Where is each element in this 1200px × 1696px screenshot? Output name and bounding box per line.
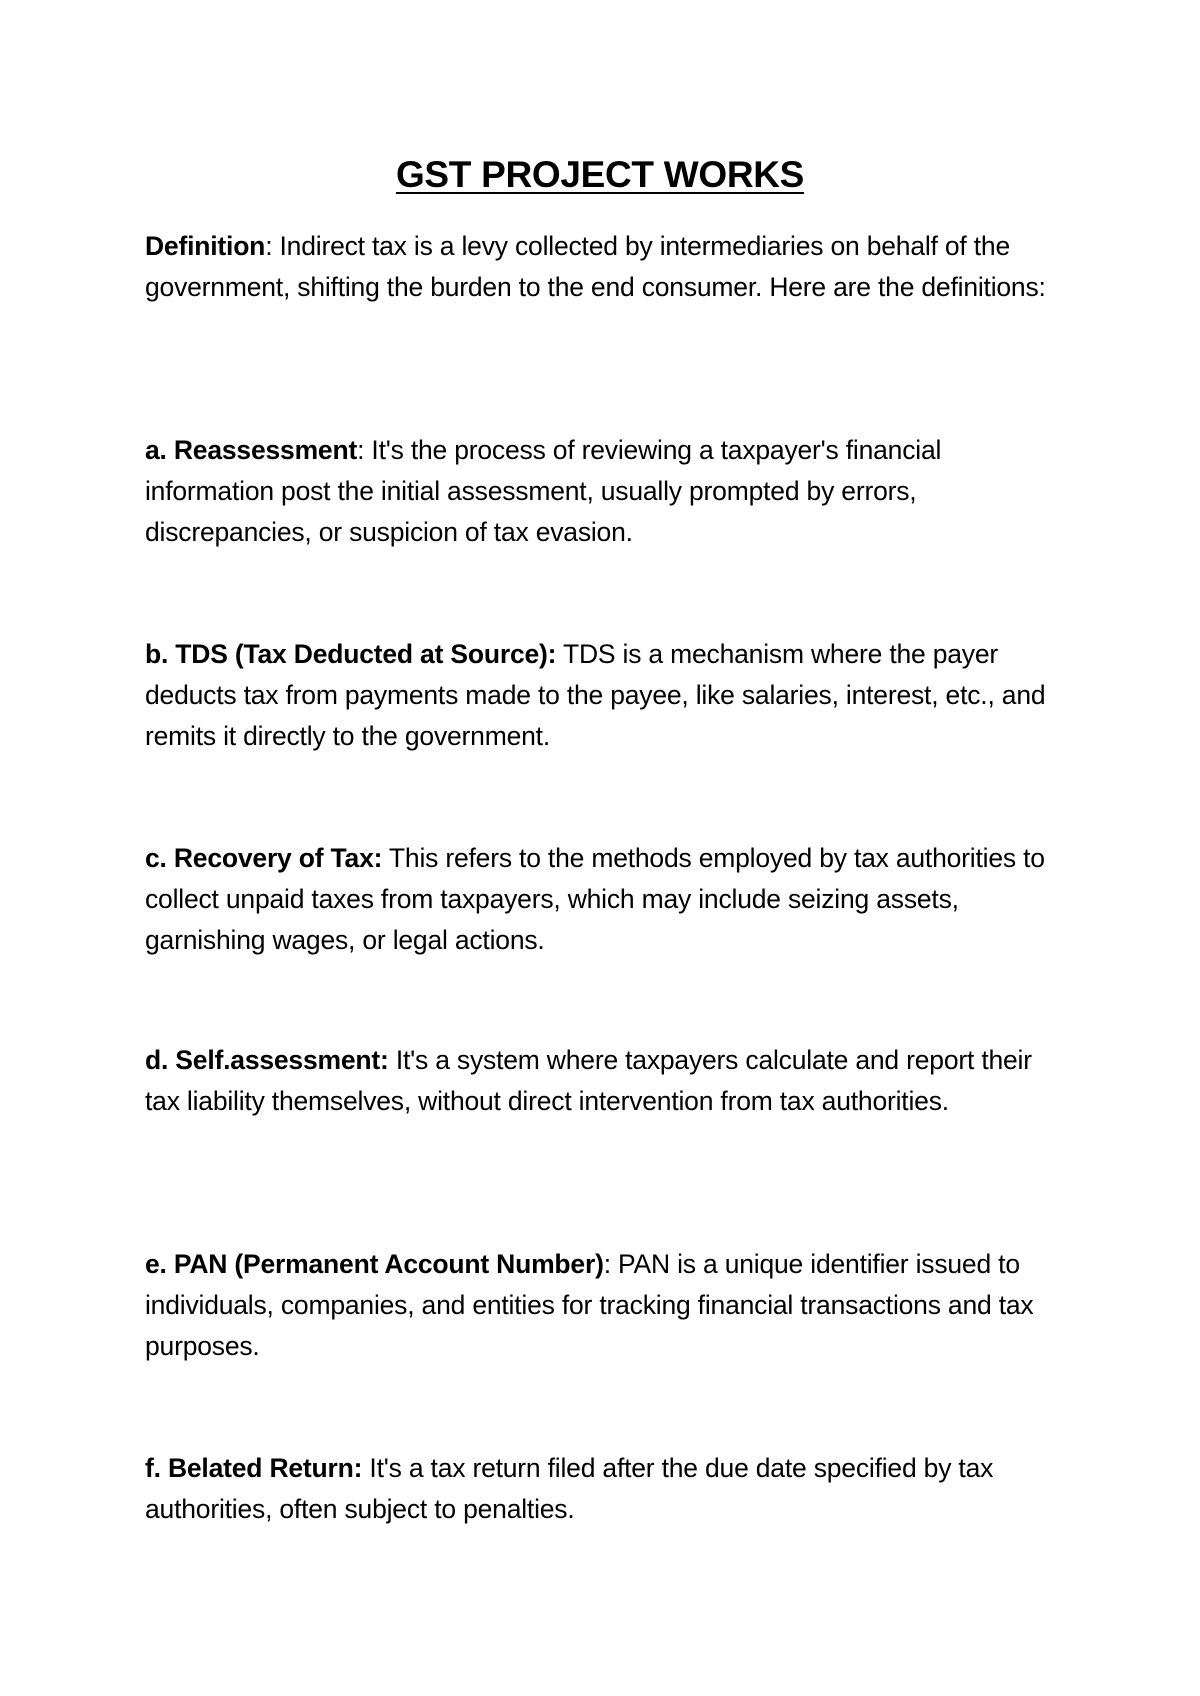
- definition-separator: :: [357, 435, 365, 465]
- definition-text: It's a system where taxpayers calculate and report their tax liability themselves, without direct intervention from tax authorities.: [145, 1045, 1032, 1116]
- definition-recovery-of-tax: [145, 838, 1065, 961]
- definition-term: a. Reassessment: [145, 435, 358, 465]
- definition-belated-return: [145, 1448, 1065, 1530]
- definition-pan: [145, 1244, 1065, 1367]
- definition-term: d. Self.assessment:: [145, 1045, 389, 1075]
- definition-text: It's a tax return filed after the due date specified by tax authorities, often subject to penalties.: [145, 1453, 994, 1524]
- definition-term: c. Recovery of Tax:: [145, 843, 383, 873]
- definition-self-assessment: [145, 1040, 1065, 1122]
- definition-text: This refers to the methods employed by tax authorities to collect unpaid taxes from taxpayers, which may include seizing assets, garnishing wages, or legal actions.: [145, 843, 1045, 955]
- intro-paragraph: [145, 226, 1065, 308]
- intro-term: Definition: [145, 231, 266, 261]
- intro-separator: :: [265, 231, 273, 261]
- definition-term: e. PAN (Permanent Account Number): [145, 1249, 604, 1279]
- definition-tds: [145, 634, 1065, 757]
- definition-reassessment: [145, 430, 1065, 553]
- definition-text: It's the process of reviewing a taxpayer's financial information post the initial assessment, usually prompted by errors, discrepancies, or suspicion of tax evasion.: [145, 435, 942, 547]
- definition-term: b. TDS (Tax Deducted at Source):: [145, 639, 557, 669]
- definition-text: TDS is a mechanism where the payer deducts tax from payments made to the payee, like salaries, interest, etc., and remits it directly to the government.: [145, 639, 1046, 751]
- definition-separator: :: [603, 1249, 611, 1279]
- definition-term: f. Belated Return:: [145, 1453, 363, 1483]
- definition-text: PAN is a unique identifier issued to individuals, companies, and entities for tracking financial transactions and tax purposes.: [145, 1249, 1034, 1361]
- intro-text: Indirect tax is a levy collected by intermediaries on behalf of the government, shifting the burden to the end consumer. Here are the definitions:: [145, 231, 1046, 302]
- document-title: GST PROJECT WORKS: [395, 154, 805, 195]
